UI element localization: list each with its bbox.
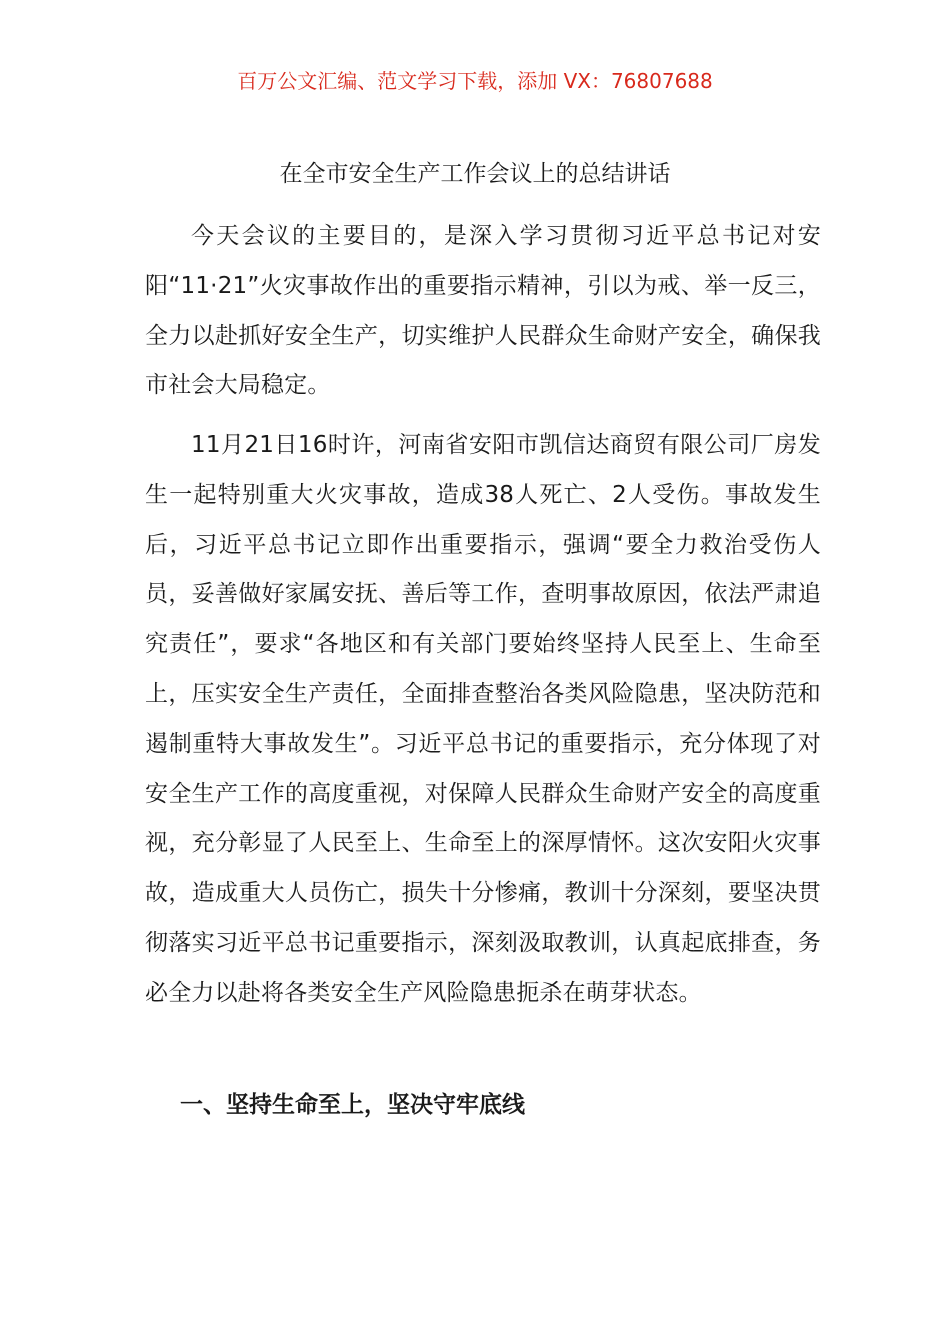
document-title: 在全市安全生产工作会议上的总结讲话 (279, 161, 671, 187)
paragraph-incident: 11月21日16时许，河南省安阳市凯信达商贸有限公司厂房发生一起特别重大火灾事故，造成38人死亡、2人受伤。事故发生后，习近平总书记立即作出重要指示，强调“要全力救治受伤人员，妥善做好家属安抚、善后等工作，查明事故原因，依法严肃追究责任”，要求“各地区和有关部门要始终坚持人民至上、生命至上，压实安全生产责任，全面排查整治各类风险隐患，坚决防范和遏制重特大事故发生”。习近平总书记的重要指示，充分体现了对安全生产工作的高度重视，对保障人民群众生命财产安全的高度重视，充分彰显了人民至上、生命至上的深厚情怀。这次安阳火灾事故，造成重大人员伤亡，损失十分惨痛，教训十分深刻，要坚决贯彻落实习近平总书记重要指示，深刻汲取教训，认真起底排查，务必全力以赴将各类安全生产风险隐患扼杀在萌芽状态。 (145, 432, 821, 1006)
paragraph-intro: 今天会议的主要目的，是深入学习贯彻习近平总书记对安阳“11·21”火灾事故作出的重要指示精神，引以为戒、举一反三，全力以赴抓好安全生产，切实维护人民群众生命财产安全，确保我市社会大局稳定。 (145, 223, 821, 399)
section-heading: 一、坚持生命至上，坚决守牢底线 (180, 1092, 525, 1118)
download-promo-banner: 百万公文汇编、范文学习下载，添加 VX：76807688 (237, 69, 713, 93)
